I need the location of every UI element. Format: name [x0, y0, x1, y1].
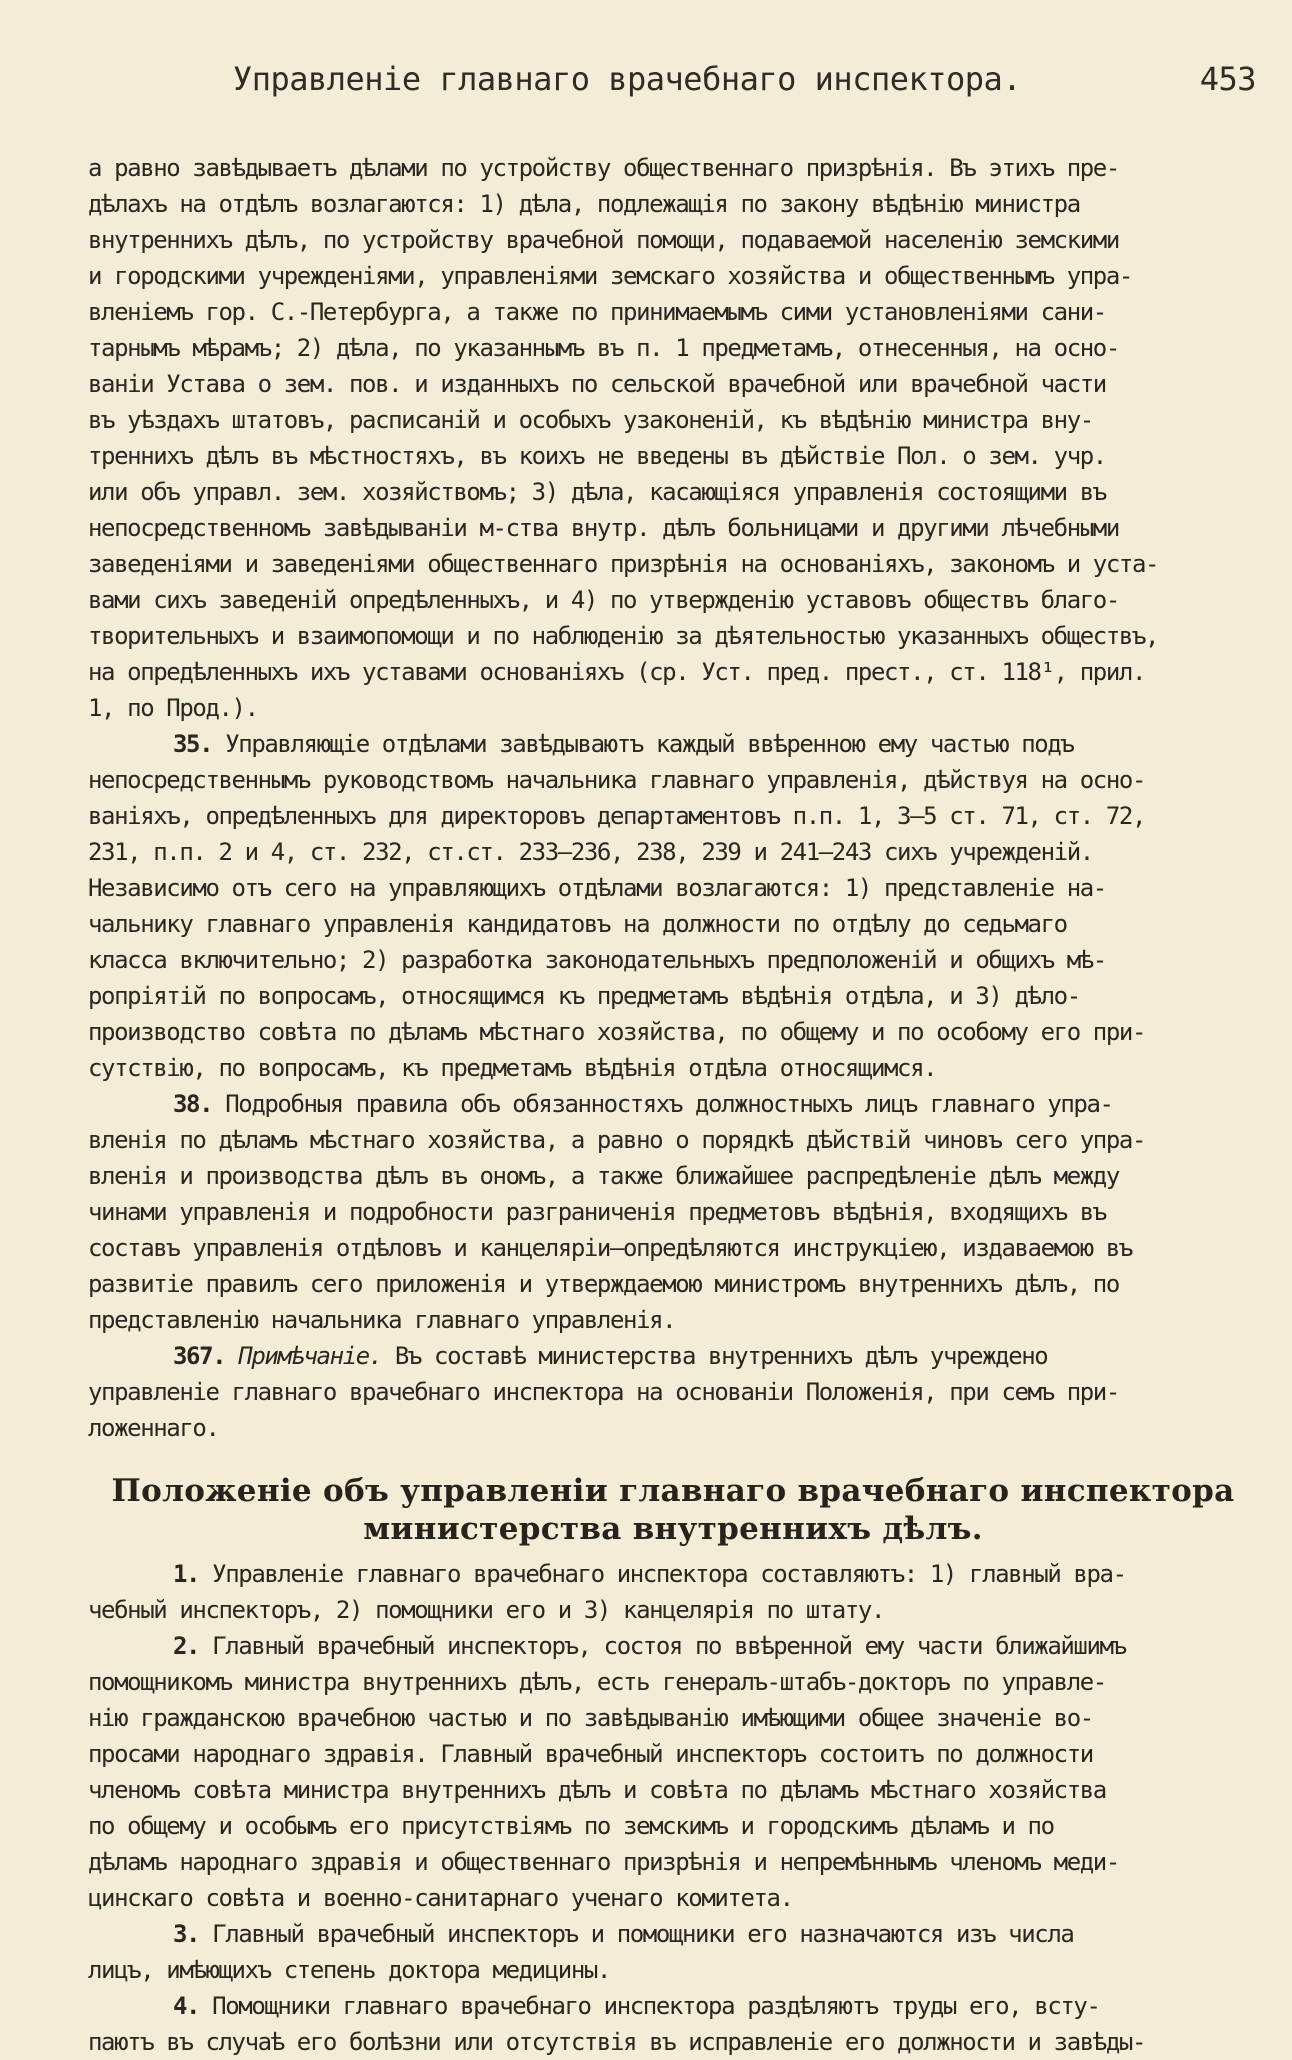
text-line: ложеннаго.: [88, 1414, 219, 1442]
text-line: Главный врачебный инспекторъ и помощники его назначаются изъ числа: [212, 1920, 1074, 1948]
text-line: вленія и производства дѣлъ въ ономъ, а также ближайшее распредѣленіе дѣлъ между: [88, 1162, 1119, 1190]
text-line: сутствію, по вопросамъ, къ предметамъ вѣдѣнія отдѣла относящимся.: [88, 1054, 937, 1082]
text-line: непосредственномъ завѣдываніи м-ства внутр. дѣлъ больницами и другими лѣчебными: [88, 514, 1119, 542]
text-line: Управляющіе отдѣлами завѣдываютъ каждый ввѣренною ему частью подъ: [225, 730, 1074, 758]
article-number: 35.: [173, 730, 213, 758]
text-line: или объ управл. зем. хозяйствомъ; 3) дѣла, касающіяся управленія состоящими въ: [88, 478, 1106, 506]
item-number: 2.: [173, 1632, 200, 1660]
item-4: [88, 1988, 1258, 2060]
first-line: [88, 1556, 1258, 1592]
running-title: Управленіе главнаго врачебнаго инспектора.: [232, 60, 1022, 98]
text-line: цинскаго совѣта и военно-санитарнаго ученаго комитета.: [88, 1884, 793, 1912]
first-line: [88, 1628, 1258, 1664]
text-line: чебный инспекторъ, 2) помощники его и 3) канцелярія по штату.: [88, 1596, 885, 1624]
item-number: 3.: [173, 1920, 200, 1948]
article-35: [88, 726, 1258, 1086]
section-heading: [88, 1472, 1258, 1548]
page-body: [88, 150, 1258, 2060]
text-line: дѣлахъ на отдѣлъ возлагаются: 1) дѣла, подлежащія по закону вѣдѣнію министра: [88, 190, 1080, 218]
text-line: просами народнаго здравія. Главный врачебный инспекторъ состоитъ по должности: [88, 1740, 1093, 1768]
text-line: ропріятій по вопросамъ, относящимся къ предметамъ вѣдѣнія отдѣла, и 3) дѣло-: [88, 982, 1080, 1010]
text-line: внутреннихъ дѣлъ, по устройству врачебной помощи, подаваемой населенію земскими: [88, 226, 1119, 254]
text-line: чинами управленія и подробности разграниченія предметовъ вѣдѣнія, входящихъ въ: [88, 1198, 1106, 1226]
item-3: [88, 1916, 1258, 1988]
text-line: Независимо отъ сего на управляющихъ отдѣлами возлагаются: 1) представленіе на-: [88, 874, 1106, 902]
first-line: [88, 1086, 1258, 1122]
text-line: Подробныя правила объ обязанностяхъ должностныхъ лицъ главнаго упра-: [225, 1090, 1113, 1118]
text-line: въ уѣздахъ штатовъ, расписаній и особыхъ узаконеній, къ вѣдѣнію министра вну-: [88, 406, 1093, 434]
text-line: управленіе главнаго врачебнаго инспектора на основаніи Положенія, при семъ при-: [88, 1378, 1119, 1406]
item-2: [88, 1628, 1258, 1916]
note-label: Примѣчаніе.: [238, 1342, 382, 1370]
text-line: лицъ, имѣющихъ степень доктора медицины.: [88, 1956, 610, 1984]
text-line: дѣламъ народнаго здравія и общественнаго призрѣнія и непремѣннымъ членомъ меди-: [88, 1848, 1119, 1876]
text-line: Въ составѣ министерства внутреннихъ дѣлъ учреждено: [394, 1342, 1048, 1370]
text-line: помощникомъ министра внутреннихъ дѣлъ, есть генералъ-штабъ-докторъ по управле-: [88, 1668, 1106, 1696]
text-line: представленію начальника главнаго управленія.: [88, 1306, 676, 1334]
text-line: составъ управленія отдѣловъ и канцеляріи—опредѣляются инструкціею, издаваемою въ: [88, 1234, 1132, 1262]
heading-line: министерства внутреннихъ дѣлъ.: [363, 1511, 983, 1547]
text-line: тарнымъ мѣрамъ; 2) дѣла, по указаннымъ въ п. 1 предметамъ, отнесенныя, на осно-: [88, 334, 1119, 362]
text-line: на опредѣленныхъ ихъ уставами основаніяхъ (ср. Уст. пред. прест., ст. 118¹, прил.: [88, 658, 1145, 686]
item-number: 4.: [173, 1992, 200, 2020]
item-number: 1.: [173, 1560, 200, 1588]
text-line: нію гражданскою врачебною частью и по завѣдыванію имѣющими общее значеніе во-: [88, 1704, 1093, 1732]
first-line: [88, 726, 1258, 762]
text-line: треннихъ дѣлъ въ мѣстностяхъ, въ коихъ не введены въ дѣйствіе Пол. о зем. учр.: [88, 442, 1106, 470]
paragraph-continuation: [88, 150, 1258, 726]
article-number: 367.: [173, 1342, 226, 1370]
running-head: [88, 60, 1256, 98]
text-line: Помощники главнаго врачебнаго инспектора раздѣляютъ труды его, всту-: [212, 1992, 1100, 2020]
item-1: [88, 1556, 1258, 1628]
text-line: заведеніями и заведеніями общественнаго призрѣнія на основаніяхъ, закономъ и уста-: [88, 550, 1159, 578]
heading-line: Положеніе объ управленіи главнаго врачебнаго инспектора: [111, 1473, 1235, 1509]
text-line: чальнику главнаго управленія кандидатовъ на должности по отдѣлу до седьмаго: [88, 910, 1067, 938]
text-line: 1, по Прод.).: [88, 694, 258, 722]
article-38: [88, 1086, 1258, 1338]
text-line: а равно завѣдываетъ дѣлами по устройству общественнаго призрѣнія. Въ этихъ пре-: [88, 154, 1119, 182]
first-line: [88, 1988, 1258, 2024]
text-line: непосредственнымъ руководствомъ начальника главнаго управленія, дѣйствуя на осно-: [88, 766, 1145, 794]
first-line: [88, 1338, 1258, 1374]
text-line: Управленіе главнаго врачебнаго инспектора составляютъ: 1) главный вра-: [212, 1560, 1126, 1588]
text-line: творительныхъ и взаимопомощи и по наблюденію за дѣятельностью указанныхъ обществъ,: [88, 622, 1159, 650]
text-line: 231, п.п. 2 и 4, ст. 232, ст.ст. 233—236, 238, 239 и 241—243 сихъ учрежденій.: [88, 838, 1093, 866]
text-line: класса включительно; 2) разработка законодательныхъ предположеній и общихъ мѣ-: [88, 946, 1106, 974]
text-line: по общему и особымъ его присутствіямъ по земскимъ и городскимъ дѣламъ и по: [88, 1812, 1054, 1840]
text-line: производство совѣта по дѣламъ мѣстнаго хозяйства, по общему и по особому его при-: [88, 1018, 1145, 1046]
text-line: вленіемъ гор. С.-Петербурга, а также по принимаемымъ сими установленіями сани-: [88, 298, 1106, 326]
text-line: вами сихъ заведеній опредѣленныхъ, и 4) по утвержденію уставовъ обществъ благо-: [88, 586, 1119, 614]
article-367: [88, 1338, 1258, 1446]
text-line: Главный врачебный инспекторъ, состоя по ввѣренной ему части ближайшимъ: [212, 1632, 1126, 1660]
text-line: вленія по дѣламъ мѣстнаго хозяйства, а равно о порядкѣ дѣйствій чиновъ сего упра-: [88, 1126, 1145, 1154]
text-line: ваніи Устава о зем. пов. и изданныхъ по сельской врачебной или врачебной части: [88, 370, 1106, 398]
text-line: паютъ въ случаѣ его болѣзни или отсутствія въ исправленіе его должности и завѣды-: [88, 2028, 1145, 2056]
text-line: членомъ совѣта министра внутреннихъ дѣлъ и совѣта по дѣламъ мѣстнаго хозяйства: [88, 1776, 1106, 1804]
page-number: 453: [1199, 60, 1256, 98]
text-line: развитіе правилъ сего приложенія и утверждаемою министромъ внутреннихъ дѣлъ, по: [88, 1270, 1119, 1298]
article-number: 38.: [173, 1090, 213, 1118]
text-line: и городскими учрежденіями, управленіями земскаго хозяйства и общественнымъ упра-: [88, 262, 1132, 290]
first-line: [88, 1916, 1258, 1952]
text-line: ваніяхъ, опредѣленныхъ для директоровъ департаментовъ п.п. 1, 3—5 ст. 71, ст. 72,: [88, 802, 1145, 830]
